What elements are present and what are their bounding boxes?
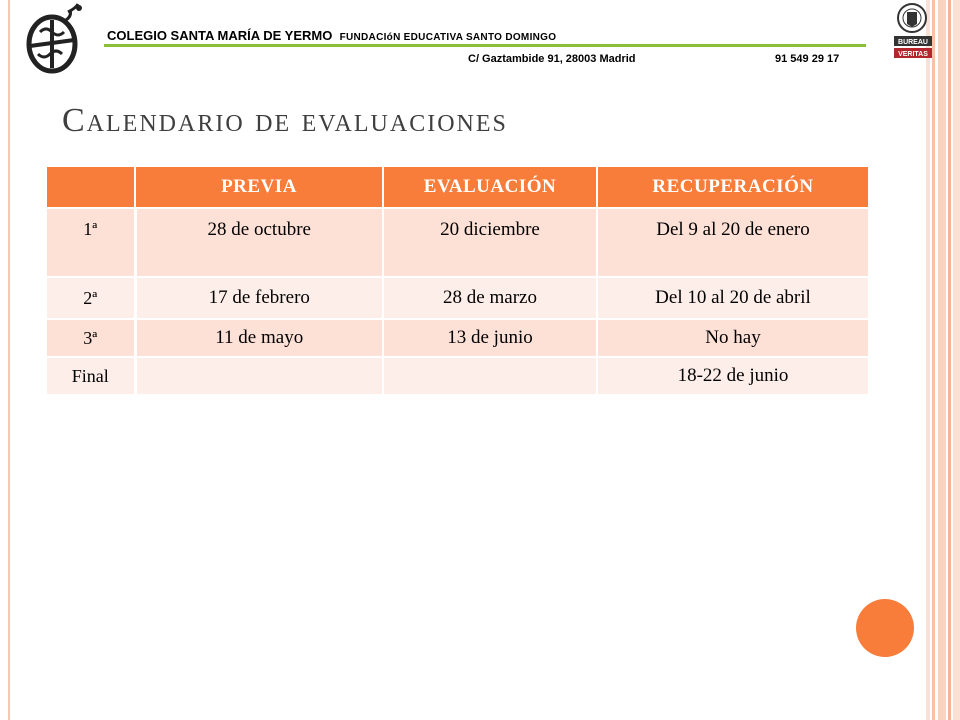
page-title: Calendario de evaluaciones <box>62 102 508 139</box>
cell-recuperacion: No hay <box>597 319 869 357</box>
row-label: 3ª <box>47 319 135 357</box>
svg-text:VERITAS: VERITAS <box>898 51 928 58</box>
row-label: 1ª <box>47 208 135 277</box>
column-header-recuperacion: RECUPERACIÓN <box>597 167 869 208</box>
cell-recuperacion: 18-22 de junio <box>597 357 869 395</box>
table-row <box>47 319 869 357</box>
bureau-veritas-logo <box>888 2 944 64</box>
cell-evaluacion: 13 de junio <box>383 319 597 357</box>
cell-evaluacion: 28 de marzo <box>383 277 597 319</box>
cell-previa <box>135 357 383 395</box>
cell-recuperacion: Del 10 al 20 de abril <box>597 277 869 319</box>
row-label: Final <box>47 357 135 395</box>
table-row <box>47 357 869 395</box>
table-row <box>47 277 869 319</box>
table-row <box>47 208 869 277</box>
school-name: COLEGIO SANTA MARÍA DE YERMO <box>107 28 333 43</box>
cell-evaluacion: 20 diciembre <box>383 208 597 277</box>
evaluation-calendar-table <box>47 167 870 396</box>
cell-previa: 28 de octubre <box>135 208 383 277</box>
school-address: C/ Gaztambide 91, 28003 Madrid <box>468 53 636 65</box>
cell-previa: 11 de mayo <box>135 319 383 357</box>
decorative-orange-circle <box>856 599 914 657</box>
school-header <box>107 28 556 43</box>
row-label: 2ª <box>47 277 135 319</box>
cell-evaluacion <box>383 357 597 395</box>
slide-border-left <box>8 0 10 720</box>
column-header-previa: PREVIA <box>135 167 383 208</box>
cell-recuperacion: Del 9 al 20 de enero <box>597 208 869 277</box>
right-decorative-stripes <box>926 0 960 720</box>
school-phone: 91 549 29 17 <box>775 53 840 65</box>
cell-previa: 17 de febrero <box>135 277 383 319</box>
svg-text:BUREAU: BUREAU <box>898 39 928 46</box>
table-header-row <box>47 167 869 208</box>
column-header-evaluacion: EVALUACIÓN <box>383 167 597 208</box>
school-logo <box>16 2 96 76</box>
column-header-blank <box>47 167 135 208</box>
foundation-name: FUNDACIóN EDUCATIVA SANTO DOMINGO <box>339 32 557 43</box>
header-divider <box>104 44 866 47</box>
